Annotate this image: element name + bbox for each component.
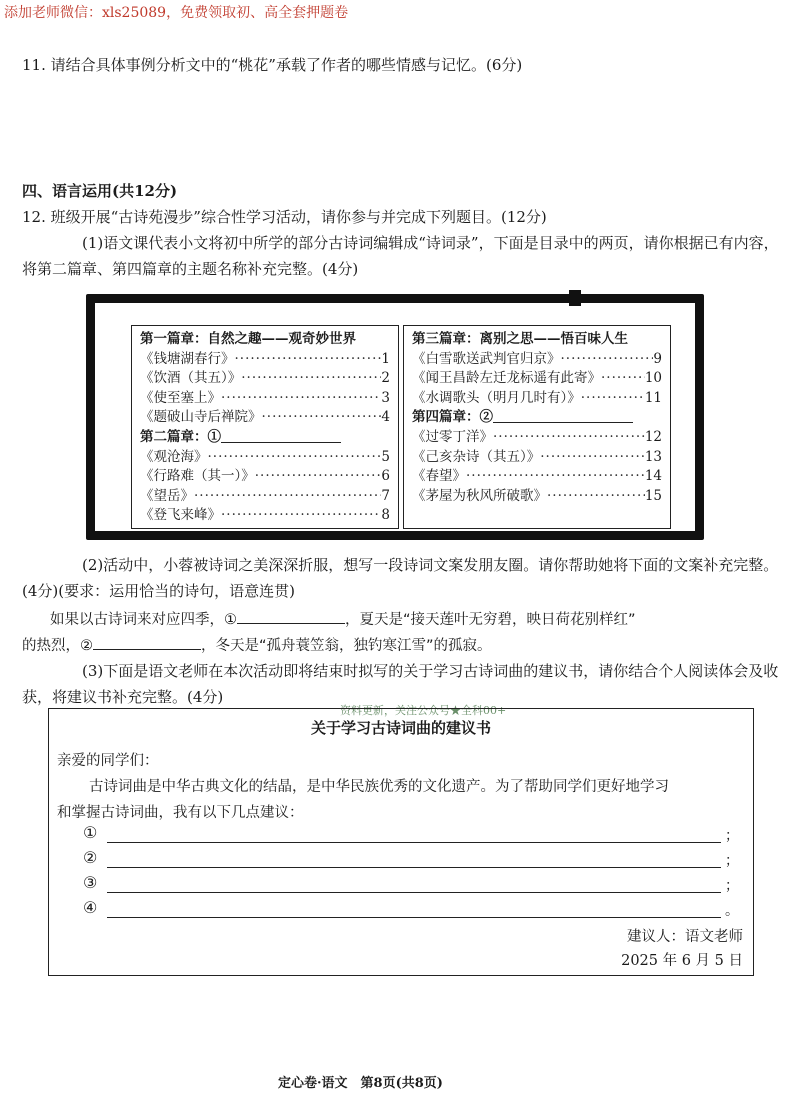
toc-item: 《茅屋为秋风所破歌》 ····· 15: [412, 487, 662, 507]
suggestion-row: [83, 823, 743, 845]
toc-item: 《望岳》 ····· 7: [140, 487, 390, 507]
suggestion-answer-line[interactable]: [107, 867, 721, 868]
answer-blank-2[interactable]: [493, 408, 633, 423]
toc-item: 《登飞来峰》 ····· 8: [140, 506, 390, 526]
proposal-box: [48, 708, 754, 976]
suggestion-row: [83, 848, 743, 870]
copy-blank-2[interactable]: [93, 635, 201, 650]
copy-text-line-2: 的热烈，② ，冬天是“孤舟蓑笠翁，独钓寒江雪”的孤寂。: [22, 634, 492, 655]
toc-item: 《闻王昌龄左迁龙标遥有此寄》 ····· 10: [412, 369, 662, 389]
toc-chapter-1: 第一篇章：自然之趣——观奇妙世界: [140, 331, 356, 347]
suggestion-punctuation: ；: [725, 828, 739, 844]
answer-blank-1[interactable]: [221, 428, 341, 443]
suggestion-answer-line[interactable]: [107, 917, 721, 918]
question-12: 12. 班级开展“古诗苑漫步”综合性学习活动，请你参与并完成下列题目。(12分): [22, 208, 547, 226]
suggestion-number: ②: [83, 848, 98, 867]
suggestion-answer-line[interactable]: [107, 892, 721, 893]
section-heading: 四、语言运用(共12分): [22, 182, 178, 200]
toc-item: 《钱塘湖春行》 ····· 1: [140, 350, 390, 370]
proposal-body-2: 和掌握古诗词曲，我有以下几点建议：: [57, 805, 304, 821]
suggestion-number: ④: [83, 898, 98, 917]
page-footer: 定心卷·语文 第8页(共8页): [278, 1076, 443, 1091]
suggestion-number: ①: [83, 823, 98, 842]
toc-page-left: [131, 325, 399, 529]
question-11: 11. 请结合具体事例分析文中的“桃花”承载了作者的哪些情感与记忆。(6分): [22, 56, 523, 74]
toc-chapter-2: 第二篇章：①: [140, 428, 390, 448]
watermark-stamp: 资料更新，关注公众号★全科00+: [340, 704, 507, 717]
frame-nail: [569, 290, 581, 306]
watermark-banner: 添加老师微信：xls25089，免费领取初、高全套押题卷: [4, 5, 349, 21]
suggestion-punctuation: ；: [725, 853, 739, 869]
toc-item: 《饮酒（其五）》 ····· 2: [140, 369, 390, 389]
suggestion-punctuation: 。: [725, 903, 739, 919]
proposal-body-1: 古诗词曲是中华古典文化的结晶，是中华民族优秀的文化遗产。为了帮助同学们更好地学习: [89, 779, 669, 795]
suggestion-punctuation: ；: [725, 878, 739, 894]
toc-item: 《己亥杂诗（其五）》 ····· 13: [412, 448, 662, 468]
proposal-date: 2025 年 6 月 5 日: [621, 953, 743, 969]
proposal-greeting: 亲爱的同学们：: [57, 753, 159, 769]
toc-item: 《白雪歌送武判官归京》 ····· 9: [412, 350, 662, 370]
toc-page-right: [403, 325, 671, 529]
sub-question-2: (2)活动中，小蓉被诗词之美深深折服，想写一段诗词文案发朋友圈。请你帮助她将下面的文案补充完整。(4分)(要求：运用恰当的诗句，语意连贯): [22, 556, 779, 600]
toc-item: 《题破山寺后禅院》 ····· 4: [140, 408, 390, 428]
proposal-signer: 建议人：语文老师: [627, 929, 743, 945]
toc-item: 《过零丁洋》 ····· 12: [412, 428, 662, 448]
suggestion-row: [83, 898, 743, 920]
toc-item: 《水调歌头（明月几时有）》 ····· 11: [412, 389, 662, 409]
copy-text-line-1: 如果以古诗词来对应四季，① ，夏天是“接天莲叶无穷碧，映日荷花别样红”: [50, 608, 636, 629]
suggestion-row: [83, 873, 743, 895]
toc-item: 《春望》 ····· 14: [412, 467, 662, 487]
toc-chapter-4: 第四篇章：②: [412, 408, 662, 428]
sub-question-1: (1)语文课代表小文将初中所学的部分古诗词编辑成“诗词录”，下面是目录中的两页，请你根据已有内容，将第二篇章、第四篇章的主题名称补充完整。(4分): [22, 234, 779, 278]
copy-blank-1[interactable]: [237, 609, 345, 624]
sub-question-3: (3)下面是语文老师在本次活动即将结束时拟写的关于学习古诗词曲的建议书，请你结合个人阅读体会及收获，将建议书补充完整。(4分): [22, 662, 779, 706]
toc-item: 《观沧海》 ····· 5: [140, 448, 390, 468]
toc-frame: [86, 294, 704, 540]
toc-item: 《行路难（其一）》 ····· 6: [140, 467, 390, 487]
suggestion-number: ③: [83, 873, 98, 892]
toc-chapter-3: 第三篇章：离别之思——悟百味人生: [412, 331, 628, 347]
proposal-title: 关于学习古诗词曲的建议书: [310, 719, 491, 737]
toc-item: 《使至塞上》 ····· 3: [140, 389, 390, 409]
suggestion-answer-line[interactable]: [107, 842, 721, 843]
